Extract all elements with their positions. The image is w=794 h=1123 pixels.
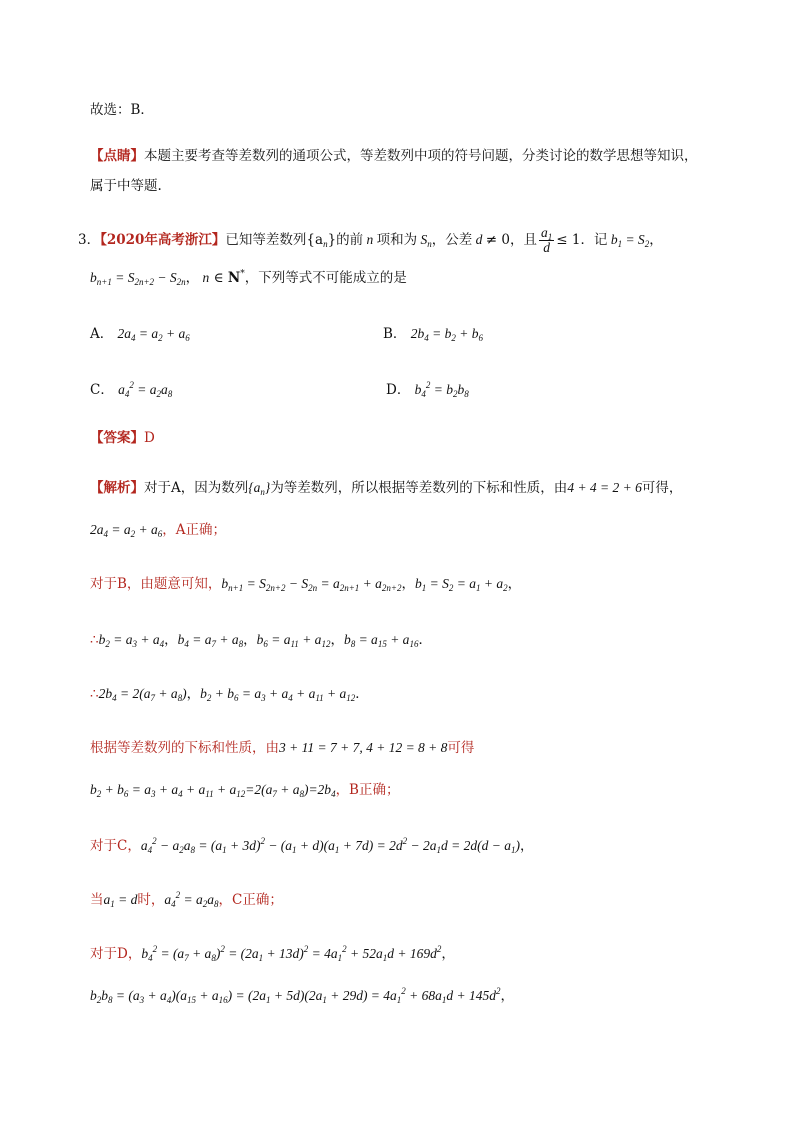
option-c-label: C． xyxy=(90,382,114,398)
question-text-1: 已知等差数列{a xyxy=(225,232,324,248)
dianjing-line-2 xyxy=(90,176,162,196)
prop-end: 可得 xyxy=(447,740,475,756)
question-line-2: $b_{n+1} = S_{2n+2} - S_{2n}$， n ∈ N*，下列等式不可能成立的是 xyxy=(90,269,407,287)
conclusion-text: 故选：B． xyxy=(90,102,154,118)
jiexi-line-c2: 当$a_1 = d$时，$a_4^2 = a_2a_8$，C正确； xyxy=(90,890,283,909)
c-when: 当 xyxy=(90,892,104,908)
jiexi-line-b2: $\therefore b_2 = a_3 + a_4$，$b_4 = a_7 + a_8$，$b_6 = a_{11} + a_{12}$，$b_8 = a_{15} + a_{16}$． xyxy=(90,632,432,649)
question-source: 【2020年高考浙江】 xyxy=(100,232,226,248)
c-correct: ，C正确； xyxy=(218,892,283,908)
dianjing-text-1: 本题主要考查等差数列的通项公式，等差数列中项的符号问题，分类讨论的数学思想等知识， xyxy=(144,148,698,164)
c-when-2: 时， xyxy=(137,892,165,908)
question-text-6: ．记 xyxy=(580,232,608,248)
jiexi-line-d2: $b_2b_8 = (a_3 + a_4)(a_{15} + a_{16}) = (2a_1 + 5d)(2a_1 + 29d) = 4a_1^2 + 68a_1d + 145d^2$， xyxy=(90,986,515,1005)
jiexi-line-c1: 对于C，$a_4^2 - a_2a_8 = (a_1 + 3d)^2 - (a_1 + d)(a_1 + 7d) = 2d^2 - 2a_1d = 2d(d - a_1)$， xyxy=(90,836,534,855)
jiexi-line-b5: $b_2 + b_6 = a_3 + a_4 + a_{11} + a_{12}=2(a_7 + a_8)=2b_4$，B正确； xyxy=(90,782,400,799)
option-c[interactable]: C． $a_4^2 = a_2a_8$ xyxy=(90,380,173,399)
jiexi-text-3: 可得， xyxy=(641,480,683,496)
jiexi-line-b4: 根据等差数列的下标和性质，由3 + 11 = 7 + 7, 4 + 12 = 8 + 8可得 xyxy=(90,740,475,756)
question-text-4: ，公差 xyxy=(431,232,473,248)
question-line-1: 3．【2020年高考浙江】已知等差数列$\{a_n\}$的前 n 项和为 $S_n$，公差 d ≠ 0，且 $\frac{a_1}{d}$ ≤ 1．记 $b_1 = S_2$， xyxy=(78,225,663,255)
jiexi-line-d1: 对于D，$b_4^2 = (a_7 + a_8)^2 = (2a_1 + 13d)^2 = 4a_1^2 + 52a_1d + 169d^2$， xyxy=(90,944,455,963)
dianjing-text-2: 属于中等题. xyxy=(90,178,162,194)
therefore-1: ∴ xyxy=(90,632,99,648)
option-a-label: A． xyxy=(90,326,114,342)
question-text-3: 项和为 xyxy=(376,232,418,248)
answer-value: D xyxy=(144,430,155,446)
option-d[interactable]: D． $b_4^2 = b_2b_8$ xyxy=(386,380,469,399)
jiexi-line-b1: 对于B，由题意可知，$b_{n+1} = S_{2n+2} - S_{2n} = a_{2n+1} + a_{2n+2}$，$b_1 = S_2 = a_1 + a_2$， xyxy=(90,576,522,593)
question-text-7: ，下列等式不可能成立的是 xyxy=(244,270,407,286)
question-text-5: ，且 xyxy=(509,232,537,248)
jiexi-text-1: 对于A，因为数列 xyxy=(144,480,249,496)
jiexi-line-b3: $\therefore 2b_4 = 2(a_7 + a_8)$，$b_2 + b_6 = a_3 + a_4 + a_{11} + a_{12}$． xyxy=(90,686,369,703)
option-b[interactable]: B． $2b_4 = b_2 + b_6$ xyxy=(383,326,483,343)
c-intro: 对于C， xyxy=(90,838,141,854)
b-correct: ，B正确； xyxy=(335,782,400,798)
answer-tag: 【答案】 xyxy=(90,430,144,446)
option-a[interactable]: A． $2a_4 = a_2 + a_6$ xyxy=(90,326,190,343)
b-intro: 对于B，由题意可知， xyxy=(90,576,222,592)
fraction-a1-over-d: $\frac{a_1}{d}$ xyxy=(540,225,553,255)
dianjing-line-1 xyxy=(90,146,698,166)
jiexi-text-2: 为等差数列，所以根据等差数列的下标和性质，由 xyxy=(270,480,568,496)
jiexi-line-2: $2a_4 = a_2 + a_6$，A正确； xyxy=(90,522,226,539)
d-intro: 对于D， xyxy=(90,946,142,962)
therefore-2: ∴ xyxy=(90,686,99,702)
a-correct: ，A正确； xyxy=(162,522,226,538)
jiexi-line-1: 【解析】对于A，因为数列$\{a_n\}$为等差数列，所以根据等差数列的下标和性质，由4 + 4 = 2 + 6可得， xyxy=(90,480,683,497)
jiexi-tag: 【解析】 xyxy=(90,480,144,496)
question-text-2: }的前 xyxy=(327,232,364,248)
dianjing-tag: 【点睛】 xyxy=(90,148,144,164)
prop-text: 根据等差数列的下标和性质，由 xyxy=(90,740,279,756)
question-number: 3． xyxy=(78,232,101,248)
option-d-label: D． xyxy=(386,382,411,398)
option-b-label: B． xyxy=(383,326,407,342)
conclusion-line xyxy=(90,100,154,120)
answer-line xyxy=(90,428,155,448)
